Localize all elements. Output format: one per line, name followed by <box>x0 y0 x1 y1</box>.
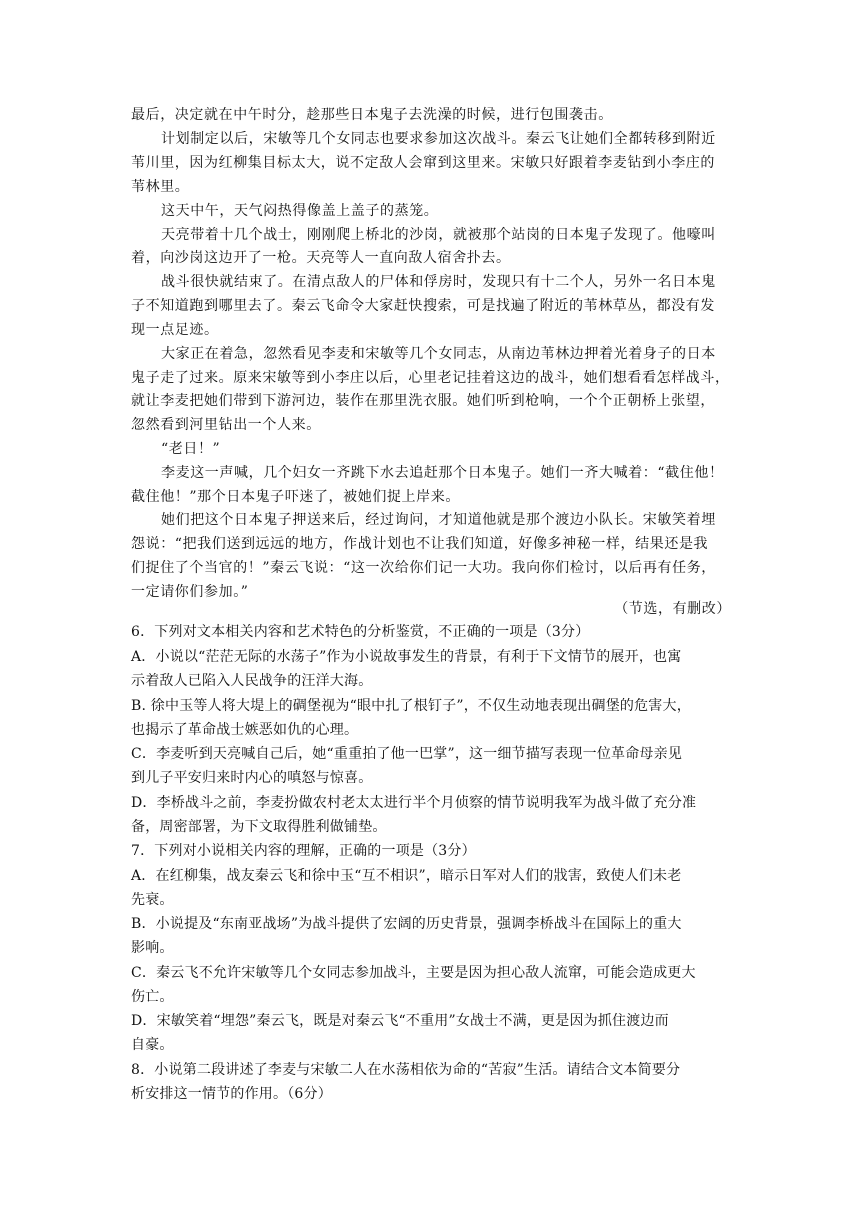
passage-line: 苇川里，因为红柳集目标太大，说不定敌人会窜到这里来。宋敏只好跟着李麦钻到小李庄的 <box>131 155 715 171</box>
question-8-stem: 8．小说第二段讲述了李麦与宋敏二人在水荡相依为命的“苦寂”生活。请结合文本简要分 <box>131 1062 681 1078</box>
passage-line: 她们把这个日本鬼子押送来后，经过询问，才知道他就是那个渡边小队长。宋敏笑着埋 <box>161 512 716 528</box>
passage-line: 一定请你们参加。” <box>131 584 249 600</box>
question-6-stem: 6．下列对文本相关内容和艺术特色的分析鉴赏，不正确的一项是（3分） <box>131 624 590 640</box>
passage-line: 忽然看到河里钻出一个人来。 <box>131 417 321 433</box>
passage-line: “老日！” <box>161 441 221 457</box>
question-6-option-b-cont: 也揭示了革命战士嫉恶如仇的心理。 <box>131 722 359 738</box>
passage-line: 天亮带着十几个战士，刚刚爬上桥北的沙岗，就被那个站岗的日本鬼子发现了。他嚎叫 <box>161 227 716 243</box>
passage-line: 们捉住了个当官的！”秦云飞说：“这一次给你们记一大功。我向你们检讨，以后再有任务， <box>131 560 716 576</box>
question-6-option-c: C．李麦听到天亮喊自己后，她“重重拍了他一巴掌”，这一细节描写表现一位革命母亲见 <box>131 746 683 762</box>
question-7-option-c: C．秦云飞不允许宋敏等几个女同志参加战斗，主要是因为担心敌人流窜，可能会造成更大 <box>131 965 696 981</box>
question-7-option-d-cont: 自豪。 <box>131 1037 174 1053</box>
passage-line: 苇林里。 <box>131 179 190 195</box>
passage-line: 怨说：“把我们送到远远的地方，作战计划也不让我们知道，好像多神秘一样，结果还是我 <box>131 536 709 552</box>
passage-line: 最后，决定就在中午时分，趁那些日本鬼子去洗澡的时候，进行包围袭击。 <box>131 107 613 123</box>
passage-line: 大家正在着急，忽然看见李麦和宋敏等几个女同志，从南边苇林边押着光着身子的日本 <box>161 346 716 362</box>
passage-line: 李麦这一声喊，几个妇女一齐跳下水去追赶那个日本鬼子。她们一齐大喊着：“截住他！ <box>161 465 724 481</box>
passage-line: 子不知道跑到哪里去了。秦云飞命令大家赶快搜索，可是找遍了附近的苇林草丛，都没有发 <box>131 298 715 314</box>
passage-line: 战斗很快就结束了。在清点敌人的尸体和俘房时，发现只有十二个人，另外一名日本鬼 <box>161 274 716 290</box>
question-6-option-a: A．小说以“茫茫无际的水荡子”作为小说故事发生的背景，有利于下文情节的展开，也寓 <box>131 649 682 665</box>
passage-line: 现一点足迹。 <box>131 322 219 338</box>
passage-line: 着，向沙岗这边开了一枪。天亮等人一直向敌人宿舍扑去。 <box>131 250 511 266</box>
question-7-option-b-cont: 影响。 <box>131 940 174 956</box>
passage-line: 就让李麦把她们带到下游河边，装作在那里洗衣服。她们听到枪响，一个个正朝桥上张望， <box>131 393 715 409</box>
question-6-option-d: D．李桥战斗之前，李麦扮做农村老太太进行半个月侦察的情节说明我军为战斗做了充分准 <box>131 795 697 811</box>
question-7-option-b: B．小说提及“东南亚战场”为战斗提供了宏阔的历史背景，强调李桥战斗在国际上的重大 <box>131 916 682 932</box>
passage-line: 截住他！”那个日本鬼子吓迷了，被她们捉上岸来。 <box>131 489 460 505</box>
question-7-option-a-cont: 先衰。 <box>131 892 174 908</box>
passage-line: 鬼子走了过来。原来宋敏等到小李庄以后，心里老记挂着这边的战斗，她们想看看怎样战斗， <box>131 370 730 386</box>
source-note: （节选，有删改） <box>614 601 731 617</box>
question-8-stem-cont: 析安排这一情节的作用。（6分） <box>131 1086 332 1102</box>
question-7-stem: 7．下列对小说相关内容的理解，正确的一项是（3分） <box>131 843 476 859</box>
question-7-option-a: A．在红柳集，战友秦云飞和徐中玉“互不相识”，暗示日军对人们的戕害，致使人们未老 <box>131 868 682 884</box>
question-7-option-c-cont: 伤亡。 <box>131 989 174 1005</box>
question-6-option-a-cont: 示着敌人已陷入人民战争的汪洋大海。 <box>131 673 373 689</box>
question-6-option-b: B. 徐中玉等人将大堤上的碉堡视为“眼中扎了根钉子”，不仅生动地表现出碉堡的危害大， <box>131 698 691 714</box>
question-7-option-d: D．宋敏笑着“埋怨”秦云飞，既是对秦云飞“不重用”女战士不满，更是因为抓住渡边而 <box>131 1013 669 1029</box>
question-6-option-c-cont: 到儿子平安归来时内心的嗔怒与惊喜。 <box>131 770 373 786</box>
question-6-option-d-cont: 备，周密部署，为下文取得胜利做铺垫。 <box>131 819 387 835</box>
passage-line: 计划制定以后，宋敏等几个女同志也要求参加这次战斗。秦云飞让她们全都转移到附近 <box>161 131 716 147</box>
passage-line: 这天中午，天气闷热得像盖上盖子的蒸笼。 <box>161 203 439 219</box>
